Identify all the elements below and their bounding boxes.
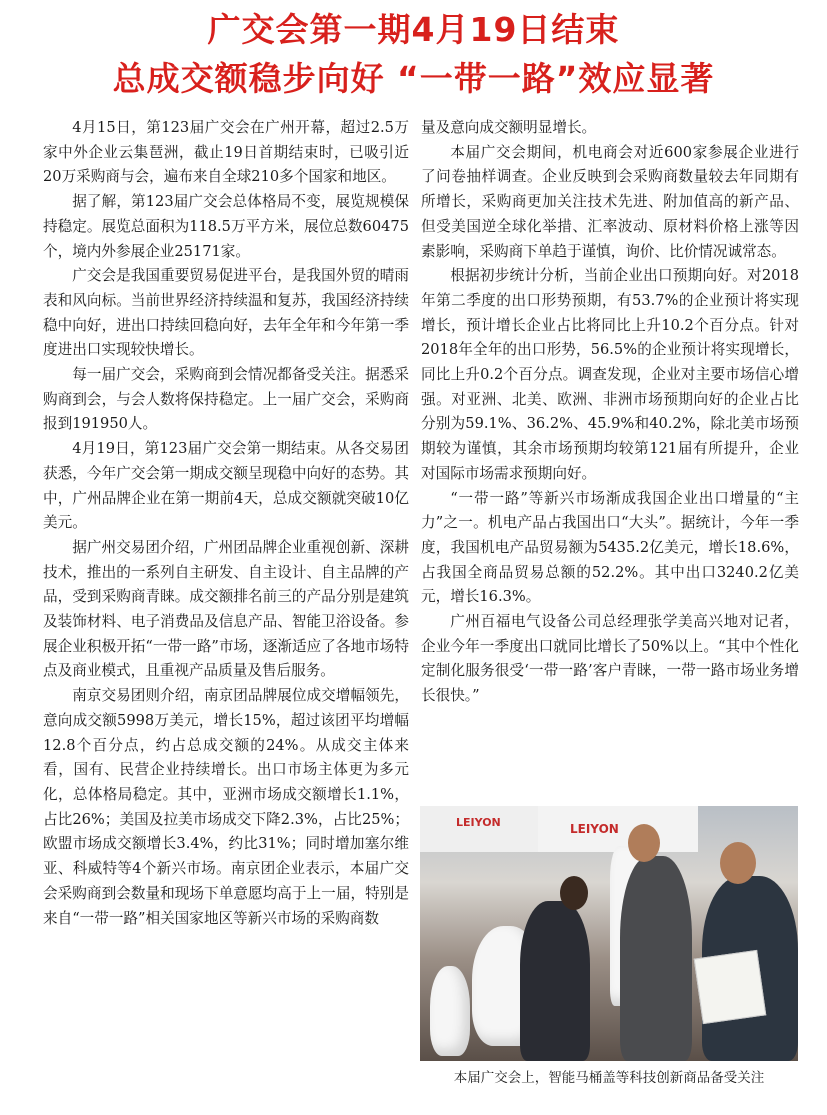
paragraph-continuation: 量及意向成交额明显增长。 xyxy=(421,119,597,136)
toilet-product xyxy=(430,966,470,1056)
photo-caption: 本届广交会上，智能马桶盖等科技创新商品备受关注 xyxy=(453,1070,765,1086)
paragraph: 根据初步统计分析，当前企业出口预期向好。对2018年第二季度的出口形势预期，有53.7%的企业预计将实现增长，预计增长企业占比将同比上升10.2个百分点。针对2018年全年的出口形势，56.5%的企业预计将实现增长，同比上升0.2个百分点。调查发现，企业对主要市场信心增强。对亚洲、北美、欧洲、非洲市场预期向好的企业占比分别为59.1%、36.2%、45.9%和40.2%，除北美市场预期较为谨慎，其余市场预期均较第121届有所提升，企业对国际市场需求预期向好。 xyxy=(421,267,799,482)
person-standing xyxy=(620,856,692,1061)
person-head xyxy=(720,842,756,884)
paragraph: 南京交易团则介绍，南京团品牌展位成交增幅领先，意向成交额5998万美元，增长15%，超过该团平均增幅12.8个百分点，约占总成交额的24%。从成交主体来看，国有、民营企业持续增长。出口市场主体更为多元化，总体格局稳定。其中，亚洲市场成交额增长1.1%，占比26%；美国及拉美市场成交下降2.3%，占比25%；欧盟市场成交额增长3.4%，约比31%；同时增加塞尔维亚、科威特等4个新兴市场。南京团企业表示，本届广交会采购商到会数量和现场下单意愿均高于上一届，特别是来自“一带一路”相关国家地区等新兴市场的采购商数 xyxy=(43,687,409,927)
brochure xyxy=(694,950,767,1024)
paragraph: 4月15日，第123届广交会在广州开幕，超过2.5万家中外企业云集琶洲，截止19日首期结束时，已吸引近20万采购商与会，遍布来自全球210多个国家和地区。 xyxy=(43,119,409,186)
person-head xyxy=(628,824,660,862)
paragraph: 广交会是我国重要贸易促进平台，是我国外贸的晴雨表和风向标。当前世界经济持续温和复苏，我国经济持续稳中向好，进出口持续回稳向好，去年全年和今年第一季度进出口实现较快增长。 xyxy=(43,267,409,359)
person-bending xyxy=(520,901,590,1061)
paragraph: “一带一路”等新兴市场渐成我国企业出口增量的“主力”之一。机电产品占我国出口“大头”。据统计，今年一季度，我国机电产品贸易额为5435.2亿美元，增长18.6%，占我国全商品贸易总额的52.2%。其中出口3240.2亿美元，增长16.3%。 xyxy=(421,489,799,606)
booth-sign-left xyxy=(420,806,540,852)
paragraph: 据了解，第123届广交会总体格局不变，展览规模保持稳定。展览总面积为118.5万平方米，展位总数60475个，境内外参展企业25171家。 xyxy=(43,193,409,260)
paragraph: 据广州交易团介绍，广州团品牌企业重视创新、深耕技术，推出的一系列自主研发、自主设计、自主品牌的产品，受到采购商青睐。成交额排名前三的产品分别是建筑及装饰材料、电子消费品及信息产品、智能卫浴设备。参展企业积极开拓“一带一路”市场，逐渐适应了各地市场特点及商业模式，且重视产品质量及售后服务。 xyxy=(43,538,409,680)
paragraph: 广州百福电气设备公司总经理张学美高兴地对记者，企业今年一季度出口就同比增长了50%以上。“其中个性化定制化服务很受‘一带一路’客户青睐，一带一路市场业务增长很快。” xyxy=(421,613,799,705)
paragraph: 每一届广交会，采购商到会情况都备受关注。据悉采购商到会，与会人数将保持稳定。上一届广交会，采购商报到191950人。 xyxy=(43,366,409,433)
article-column-right xyxy=(421,116,799,709)
headline-line-2: 总成交额稳步向好 “一带一路”效应显著 xyxy=(112,59,715,98)
booth-logo: LEIYON xyxy=(570,822,619,836)
paragraph: 4月19日，第123届广交会第一期结束。从各交易团获悉，今年广交会第一期成交额呈现稳中向好的态势。其中，广州品牌企业在第一期前4天，总成交额就突破10亿美元。 xyxy=(43,440,409,532)
article-column-left xyxy=(43,116,409,931)
headline-line-1: 广交会第一期4月19日结束 xyxy=(207,10,620,49)
news-photo xyxy=(420,806,798,1061)
booth-logo: LEIYON xyxy=(456,816,501,829)
person-head xyxy=(560,876,588,910)
paragraph: 本届广交会期间，机电商会对近600家参展企业进行了问卷抽样调查。企业反映到会采购商数量较去年同期有所增长，采购商更加关注技术先进、附加值高的新产品、但受美国逆全球化举措、汇率波动、原材料价格上涨等因素影响，采购商下单趋于谨慎，询价、比价情况诚常态。 xyxy=(421,143,799,260)
